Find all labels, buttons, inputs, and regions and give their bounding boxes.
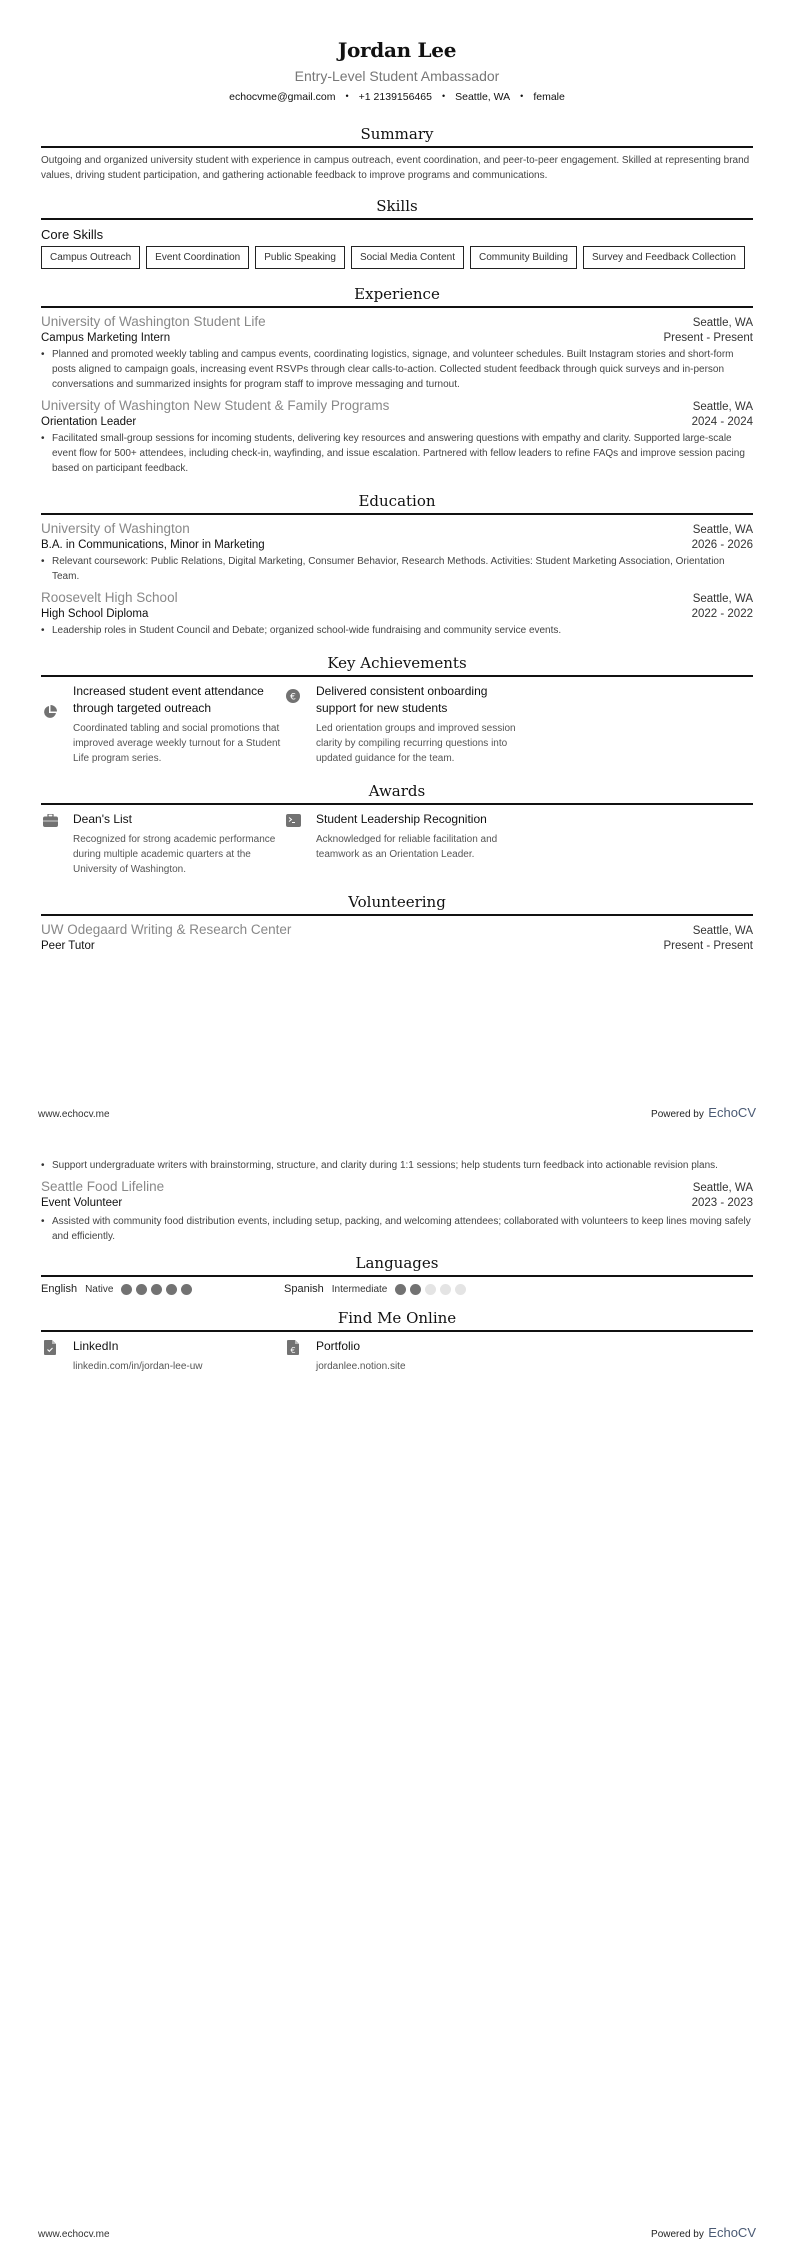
footer-site-link[interactable]: www.echocv.me bbox=[38, 1109, 110, 1120]
entry-role: B.A. in Communications, Minor in Marketing bbox=[41, 539, 265, 551]
entry-dates: 2024 - 2024 bbox=[691, 416, 753, 428]
skill-tag: Social Media Content bbox=[351, 246, 464, 269]
euro-coin-icon bbox=[284, 683, 302, 766]
language-name: Spanish bbox=[284, 1283, 324, 1295]
entry-dates: 2023 - 2023 bbox=[691, 1197, 753, 1209]
online-title: LinkedIn bbox=[73, 1339, 119, 1353]
rating-dot-filled bbox=[136, 1284, 147, 1295]
section-title-education: Education bbox=[41, 492, 753, 515]
award-desc: Acknowledged for reliable facilitation and teamwork as an Orientation Leader. bbox=[316, 834, 498, 860]
briefcase-icon bbox=[41, 811, 59, 877]
online-title: Portfolio bbox=[316, 1339, 361, 1353]
entry-org: Seattle Food Lifeline bbox=[41, 1179, 165, 1194]
summary-text: Outgoing and organized university student with experience in campus outreach, event coordination, and peer-to-peer engagement. Skilled at representing brand values, driving student participation, and gathering actionable feedback to improve programs and communications. bbox=[41, 155, 750, 181]
contact-location: Seattle, WA bbox=[455, 91, 511, 103]
entry-bullet: • Facilitated small-group sessions for incoming students, delivering key resources and answering questions with empathy and clarity. Supported large-scale event flow for 500+ attendees, including check-in, wayfinding, and issue escalation. Partnered with fellow leaders to refine FAQs and improve session pacing based on participant feedback. bbox=[41, 431, 753, 476]
separator: • bbox=[520, 91, 524, 101]
entry-bullet: • Relevant coursework: Public Relations, Digital Marketing, Consumer Behavior, Research Methods. Activities: Student Marketing Association, Orientation Team. bbox=[41, 554, 753, 584]
skill-tag: Campus Outreach bbox=[41, 246, 140, 269]
section-title-skills: Skills bbox=[41, 197, 753, 220]
contact-gender: female bbox=[533, 91, 565, 103]
achievements-grid bbox=[41, 683, 753, 766]
section-title-awards: Awards bbox=[41, 782, 753, 805]
skill-tag: Survey and Feedback Collection bbox=[583, 246, 745, 269]
language-rating bbox=[121, 1284, 192, 1295]
language-item bbox=[41, 1283, 284, 1295]
entry-org: UW Odegaard Writing & Research Center bbox=[41, 922, 292, 937]
entry-location: Seattle, WA bbox=[692, 401, 753, 413]
education-entry bbox=[41, 590, 753, 638]
resume-page-2 bbox=[0, 1158, 794, 1374]
skills-group-title: Core Skills bbox=[41, 227, 104, 242]
terminal-icon bbox=[284, 811, 302, 877]
entry-role: Campus Marketing Intern bbox=[41, 332, 171, 344]
resume-header bbox=[0, 0, 794, 103]
svg-text:€: € bbox=[290, 692, 296, 703]
entry-org: Roosevelt High School bbox=[41, 590, 178, 605]
entry-bullet: • Support undergraduate writers with brainstorming, structure, and clarity during 1:1 sessions; help students turn feedback into actionable revision plans. bbox=[41, 1158, 753, 1173]
online-card[interactable] bbox=[284, 1338, 527, 1374]
rating-dot-filled bbox=[121, 1284, 132, 1295]
online-grid bbox=[41, 1338, 753, 1374]
award-title: Student Leadership Recognition bbox=[316, 812, 487, 826]
education-entry bbox=[41, 521, 753, 584]
language-level: Intermediate bbox=[331, 1283, 388, 1295]
separator: • bbox=[441, 91, 446, 101]
award-desc: Recognized for strong academic performance during multiple academic quarters at the University of Washington. bbox=[73, 834, 276, 875]
candidate-title: Entry-Level Student Ambassador bbox=[294, 68, 500, 84]
entry-bullet: • Planned and promoted weekly tabling and campus events, coordinating logistics, signage, and volunteer schedules. Built Instagram stories and short-form posts aligned to campaign goals, increasing event RSVPs through clear calls-to-action. Collected student feedback through quick surveys and in-person conversations and summarized insights for program staff to improve messaging and turnout. bbox=[41, 347, 753, 392]
languages-list bbox=[41, 1283, 753, 1295]
file-euro-icon bbox=[284, 1338, 302, 1374]
file-check-icon bbox=[41, 1338, 59, 1374]
entry-bullet: • Leadership roles in Student Council and Debate; organized school-wide fundraising and community service events. bbox=[41, 623, 753, 638]
achievement-title: Increased student event attendance through targeted outreach bbox=[73, 684, 264, 715]
page-footer bbox=[38, 2224, 756, 2242]
separator: • bbox=[345, 91, 349, 101]
rating-dot-empty bbox=[425, 1284, 436, 1295]
skill-tag: Community Building bbox=[470, 246, 577, 269]
brand-name: EchoCV bbox=[708, 1105, 756, 1120]
rating-dot-empty bbox=[455, 1284, 466, 1295]
contact-list bbox=[0, 91, 794, 103]
achievement-desc: Led orientation groups and improved session clarity by compiling recurring questions into updated guidance for the team. bbox=[316, 723, 516, 764]
section-title-summary: Summary bbox=[41, 125, 753, 148]
skill-tag: Event Coordination bbox=[146, 246, 249, 269]
rating-dot-filled bbox=[395, 1284, 406, 1295]
candidate-name: Jordan Lee bbox=[337, 38, 457, 62]
resume-page-1 bbox=[0, 0, 794, 952]
entry-location: Seattle, WA bbox=[692, 593, 753, 605]
achievement-card bbox=[41, 683, 284, 766]
pie-chart-icon bbox=[41, 683, 59, 766]
footer-site-link[interactable]: www.echocv.me bbox=[38, 2229, 110, 2240]
entry-dates: 2022 - 2022 bbox=[691, 608, 753, 620]
volunteering-entry bbox=[41, 1179, 753, 1244]
rating-dot-filled bbox=[151, 1284, 162, 1295]
award-card bbox=[41, 811, 284, 877]
entry-org: University of Washington bbox=[41, 521, 190, 536]
rating-dot-filled bbox=[181, 1284, 192, 1295]
rating-dot-filled bbox=[166, 1284, 177, 1295]
entry-role: High School Diploma bbox=[41, 608, 149, 620]
entry-dates: Present - Present bbox=[663, 940, 753, 952]
entry-location: Seattle, WA bbox=[692, 1182, 753, 1194]
entry-location: Seattle, WA bbox=[692, 925, 753, 937]
entry-role: Peer Tutor bbox=[41, 940, 95, 952]
section-title-achievements: Key Achievements bbox=[41, 654, 753, 677]
section-title-languages: Languages bbox=[41, 1254, 753, 1277]
award-title: Dean's List bbox=[73, 812, 132, 826]
skills-tags bbox=[41, 246, 753, 269]
entry-org: University of Washington Student Life bbox=[41, 314, 266, 329]
svg-text:€: € bbox=[290, 1346, 296, 1355]
brand-name: EchoCV bbox=[708, 2225, 756, 2240]
contact-phone[interactable]: +1 2139156465 bbox=[358, 91, 432, 103]
section-title-online: Find Me Online bbox=[41, 1309, 753, 1332]
achievement-title: Delivered consistent onboarding support for new students bbox=[316, 684, 488, 715]
entry-location: Seattle, WA bbox=[692, 317, 753, 329]
skill-tag: Public Speaking bbox=[255, 246, 345, 269]
entry-role: Event Volunteer bbox=[41, 1197, 123, 1209]
rating-dot-empty bbox=[440, 1284, 451, 1295]
volunteering-entry bbox=[41, 922, 753, 952]
achievement-desc: Coordinated tabling and social promotions that improved average weekly turnout for a Student Life program series. bbox=[73, 723, 281, 764]
entry-dates: 2026 - 2026 bbox=[691, 539, 753, 551]
entry-org: University of Washington New Student & Family Programs bbox=[41, 398, 390, 413]
section-title-experience: Experience bbox=[41, 285, 753, 308]
entry-dates: Present - Present bbox=[663, 332, 753, 344]
footer-powered-by[interactable]: Powered by EchoCV bbox=[651, 2225, 756, 2240]
online-url[interactable]: linkedin.com/in/jordan-lee-uw bbox=[73, 1361, 203, 1372]
awards-grid bbox=[41, 811, 753, 877]
language-item bbox=[284, 1283, 527, 1295]
page-footer bbox=[38, 1104, 756, 1122]
language-rating bbox=[395, 1284, 466, 1295]
experience-entry bbox=[41, 398, 753, 476]
entry-role: Orientation Leader bbox=[41, 416, 137, 428]
online-url[interactable]: jordanlee.notion.site bbox=[316, 1361, 406, 1372]
experience-entry bbox=[41, 314, 753, 392]
language-name: English bbox=[41, 1283, 78, 1295]
section-title-volunteering: Volunteering bbox=[41, 893, 753, 916]
entry-location: Seattle, WA bbox=[692, 524, 753, 536]
achievement-card bbox=[284, 683, 527, 766]
rating-dot-filled bbox=[410, 1284, 421, 1295]
award-card bbox=[284, 811, 527, 877]
entry-bullet: • Assisted with community food distribution events, including setup, packing, and welcoming attendees; collaborated with volunteers to keep lines moving safely and efficiently. bbox=[41, 1214, 753, 1244]
contact-email[interactable]: echocvme@gmail.com bbox=[229, 91, 336, 103]
footer-powered-by[interactable]: Powered by EchoCV bbox=[651, 1105, 756, 1120]
online-card[interactable] bbox=[41, 1338, 284, 1374]
language-level: Native bbox=[85, 1283, 114, 1295]
